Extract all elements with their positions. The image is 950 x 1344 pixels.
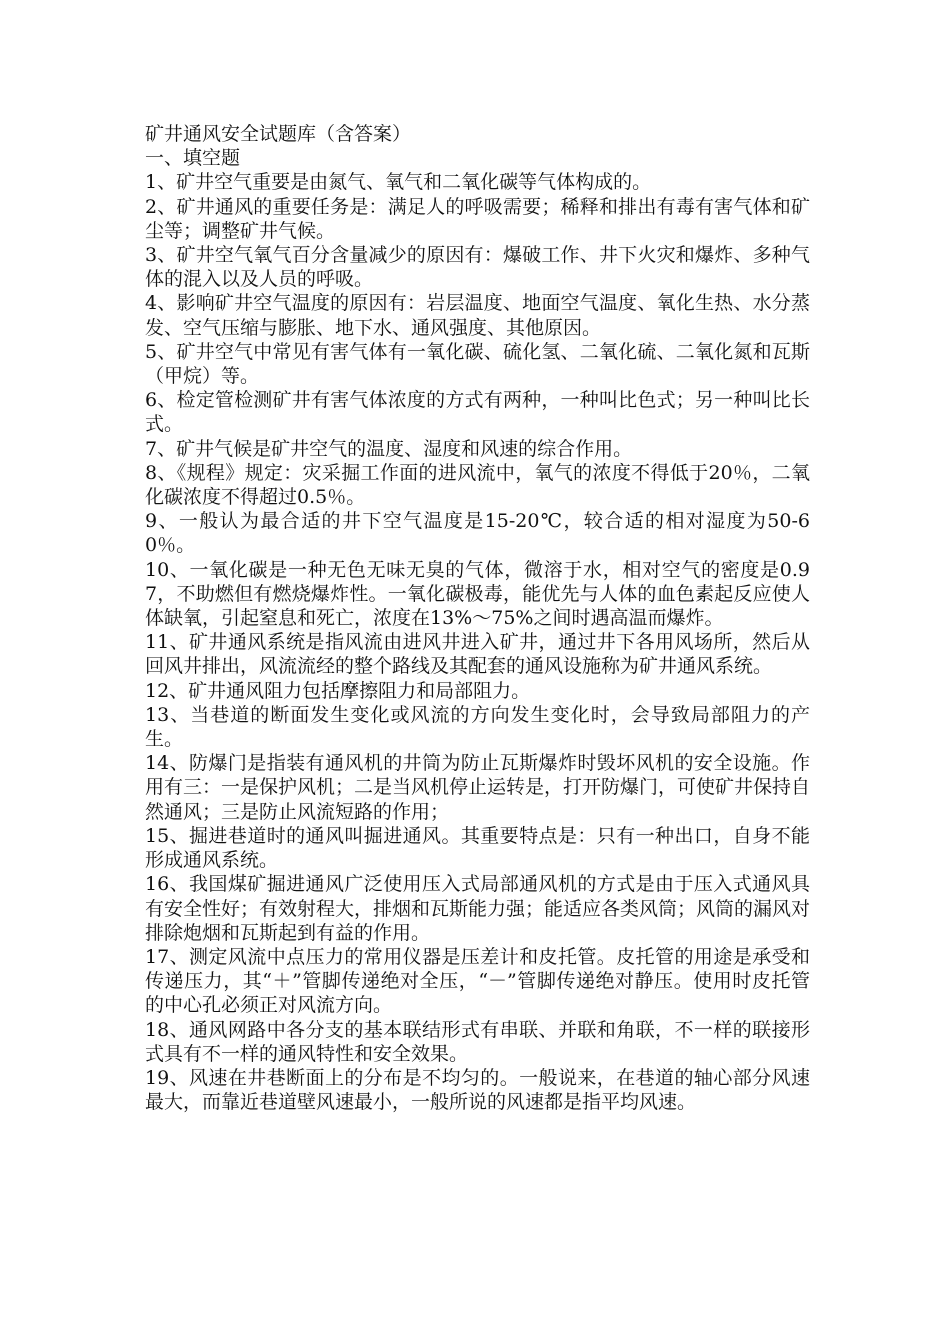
section-heading: 一、填空题 [145,147,241,170]
document-page [145,122,810,1114]
question-item-7: 7、矿井气候是矿井空气的温度、湿度和风速的综合作用。 [145,437,633,460]
question-item-8: 8、《规程》规定：灾采掘工作面的进风流中，氧气的浓度不得低于20％，二氧化碳浓度不得超过0.5％。 [145,461,810,509]
question-item-5: 5、矿井空气中常见有害气体有一氧化碳、硫化氢、二氧化硫、二氧化氮和瓦斯（甲烷）等。 [145,340,810,388]
document-title: 矿井通风安全试题库（含答案） [145,123,412,145]
question-item-14: 14、防爆门是指装有通风机的井筒为防止瓦斯爆炸时毁坏风机的安全设施。作用有三：一是保护风机；二是当风机停止运转是，打开防爆门，可使矿井保持自然通风；三是防止风流短路的作用； [145,752,811,823]
question-item-3: 3、矿井空气氧气百分含量减少的原因有：爆破工作、井下火灾和爆炸、多种气体的混入以及人员的呼吸。 [145,244,810,291]
question-item-9: 9、一般认为最合适的井下空气温度是15-20℃，较合适的相对湿度为50-60％。 [145,510,810,557]
question-item-18: 18、通风网路中各分支的基本联结形式有串联、并联和角联，不一样的联接形式具有不一样的通风特性和安全效果。 [145,1018,810,1065]
question-item-2: 2、矿井通风的重要任务是：满足人的呼吸需要；稀释和排出有毒有害气体和矿尘等；调整矿井气候。 [145,195,810,242]
question-item-10: 10、一氧化碳是一种无色无味无臭的气体，微溶于水，相对空气的密度是0.97，不助燃但有燃烧爆炸性。一氧化碳极毒，能优先与人体的血色素起反应使人体缺氧，引起窒息和死亡，浓度在13%～75%之间时遇高温而爆炸。 [145,558,810,630]
question-item-15: 15、掘进巷道时的通风叫掘进通风。其重要特点是：只有一种出口，自身不能形成通风系统。 [145,824,810,872]
question-item-4: 4、影响矿井空气温度的原因有：岩层温度、地面空气温度、氧化生热、水分蒸发、空气压缩与膨胀、地下水、通风强度、其他原因。 [145,292,810,339]
question-item-17: 17、测定风流中点压力的常用仪器是压差计和皮托管。皮托管的用途是承受和传递压力，其“＋”管脚传递绝对全压，“－”管脚传递绝对静压。使用时皮托管的中心孔必须正对风流方向。 [145,945,810,1017]
question-item-12: 12、矿井通风阻力包括摩擦阻力和局部阻力。 [145,679,531,702]
question-item-11: 11、矿井通风系统是指风流由进风井进入矿井，通过井下各用风场所，然后从回风井排出，风流流经的整个路线及其配套的通风设施称为矿井通风系统。 [145,631,810,678]
question-item-19: 19、风速在井巷断面上的分布是不均匀的。一般说来，在巷道的轴心部分风速最大，而靠近巷道壁风速最小，一般所说的风速都是指平均风速。 [145,1066,810,1114]
question-item-13: 13、当巷道的断面发生变化或风流的方向发生变化时，会导致局部阻力的产生。 [145,703,810,751]
question-item-16: 16、我国煤矿掘进通风广泛使用压入式局部通风机的方式是由于压入式通风具有安全性好；有效射程大，排烟和瓦斯能力强；能适应各类风筒；风筒的漏风对排除炮烟和瓦斯起到有益的作用。 [145,873,811,944]
question-item-1: 1、矿井空气重要是由氮气、氧气和二氧化碳等气体构成的。 [145,171,652,194]
question-item-6: 6、检定管检测矿井有害气体浓度的方式有两种，一种叫比色式；另一种叫比长式。 [145,389,810,436]
